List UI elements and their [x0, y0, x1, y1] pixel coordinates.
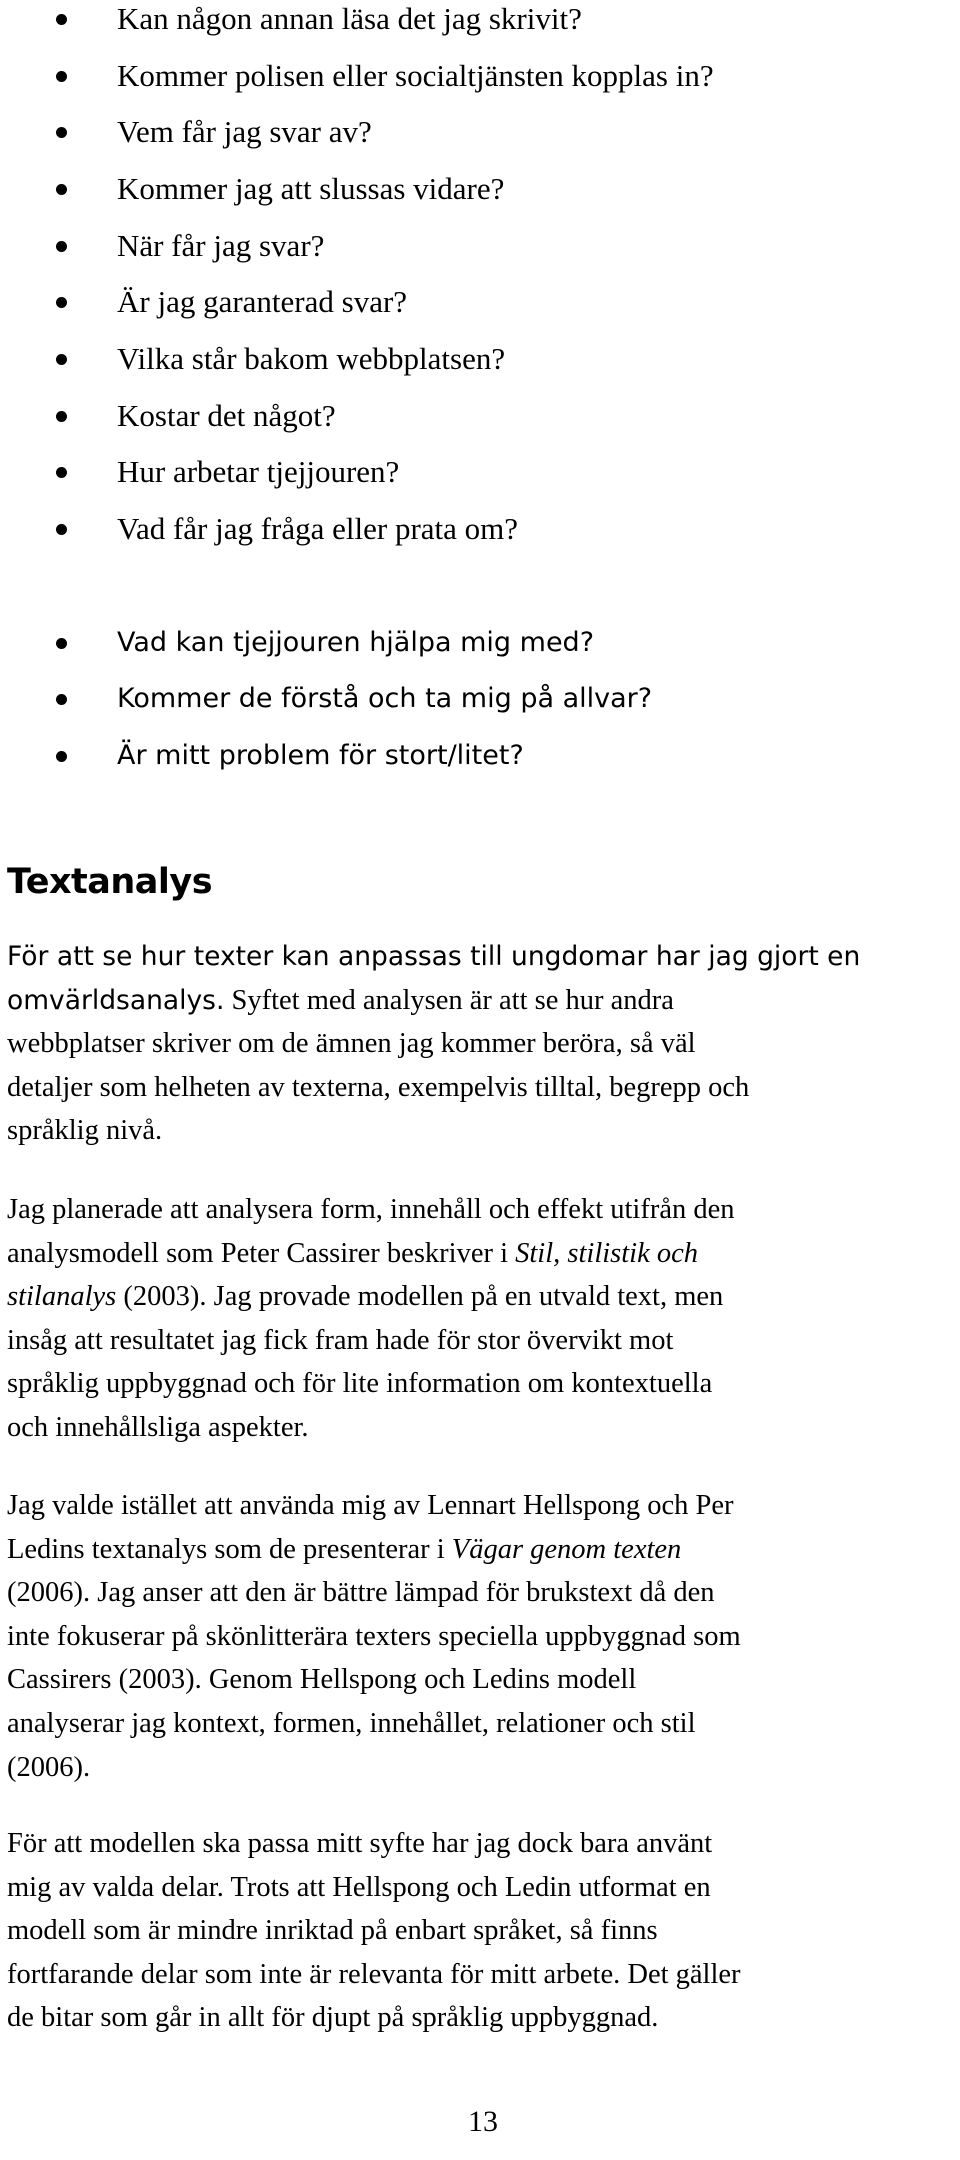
bullet-icon: [56, 694, 67, 705]
list-item: När får jag svar?: [0, 227, 324, 283]
bullet-icon: [56, 127, 67, 138]
list-item: Kommer de förstå och ta mig på allvar?: [0, 680, 652, 736]
list-item: Är jag garanterad svar?: [0, 283, 407, 339]
list-item: Kan någon annan läsa det jag skrivit?: [0, 0, 582, 56]
list-item: Är mitt problem för stort/litet?: [0, 737, 524, 793]
paragraph-4: För att modellen ska passa mitt syfte har jag dock bara använt mig av valda delar. Trots att Hellspong och Ledin utformat en modell som är mindre inriktad på enbart språket, så finns fortfarande delar som inte är relevanta för mitt arbete. Det gäller de bitar som går in allt för djupt på språklig uppbyggnad.: [7, 1828, 741, 2034]
bullet-icon: [56, 354, 67, 365]
paragraph-1: För att se hur texter kan anpassas till ungdomar har jag gjort en omvärldsanalys. Syftet med analysen är att se hur andra webbplatser skriver om de ämnen jag kommer beröra, så väl detaljer som helheten av texterna, exempelvis tilltal, begrepp och språklig nivå.: [7, 941, 861, 1147]
paragraph-3: Jag valde istället att använda mig av Lennart Hellspong och Per Ledins textanalys som de presenterar i Vägar genom texten (2006). Jag anser att den är bättre lämpad för brukstext då den inte fokuserar på skönlitterära texters speciella uppbyggnad som Cassirers (2003). Genom Hellspong och Ledins modell analyserar jag kontext, formen, innehållet, relationer och stil (2006).: [7, 1490, 741, 1783]
list-item: Kommer polisen eller socialtjänsten kopplas in?: [0, 57, 714, 113]
list-item: Kommer jag att slussas vidare?: [0, 170, 504, 226]
list-item: Vem får jag svar av?: [0, 113, 372, 169]
bullet-icon: [56, 241, 67, 252]
bullet-icon: [56, 638, 67, 649]
bullet-icon: [56, 524, 67, 535]
page-number: 13: [468, 2105, 498, 2138]
bullet-icon: [56, 297, 67, 308]
bullet-icon: [56, 14, 67, 25]
bullet-icon: [56, 751, 67, 762]
paragraph-2: Jag planerade att analysera form, innehåll och effekt utifrån den analysmodell som Peter Cassirer beskriver i Stil, stilistik och stilanalys (2003). Jag provade modellen på en utvald text, men insåg att resultatet jag fick fram hade för stor övervikt mot språklig uppbyggnad och för lite information om kontextuella och innehållsliga aspekter.: [7, 1194, 735, 1443]
bullet-icon: [56, 71, 67, 82]
list-item: Vilka står bakom webbplatsen?: [0, 340, 505, 396]
list-item: Vad kan tjejjouren hjälpa mig med?: [0, 624, 594, 680]
bullet-icon: [56, 411, 67, 422]
bullet-icon: [56, 184, 67, 195]
section-heading: Textanalys: [7, 862, 213, 902]
list-item: Hur arbetar tjejjouren?: [0, 453, 399, 509]
list-item: Kostar det något?: [0, 397, 336, 453]
list-item: Vad får jag fråga eller prata om?: [0, 510, 518, 566]
bullet-icon: [56, 467, 67, 478]
